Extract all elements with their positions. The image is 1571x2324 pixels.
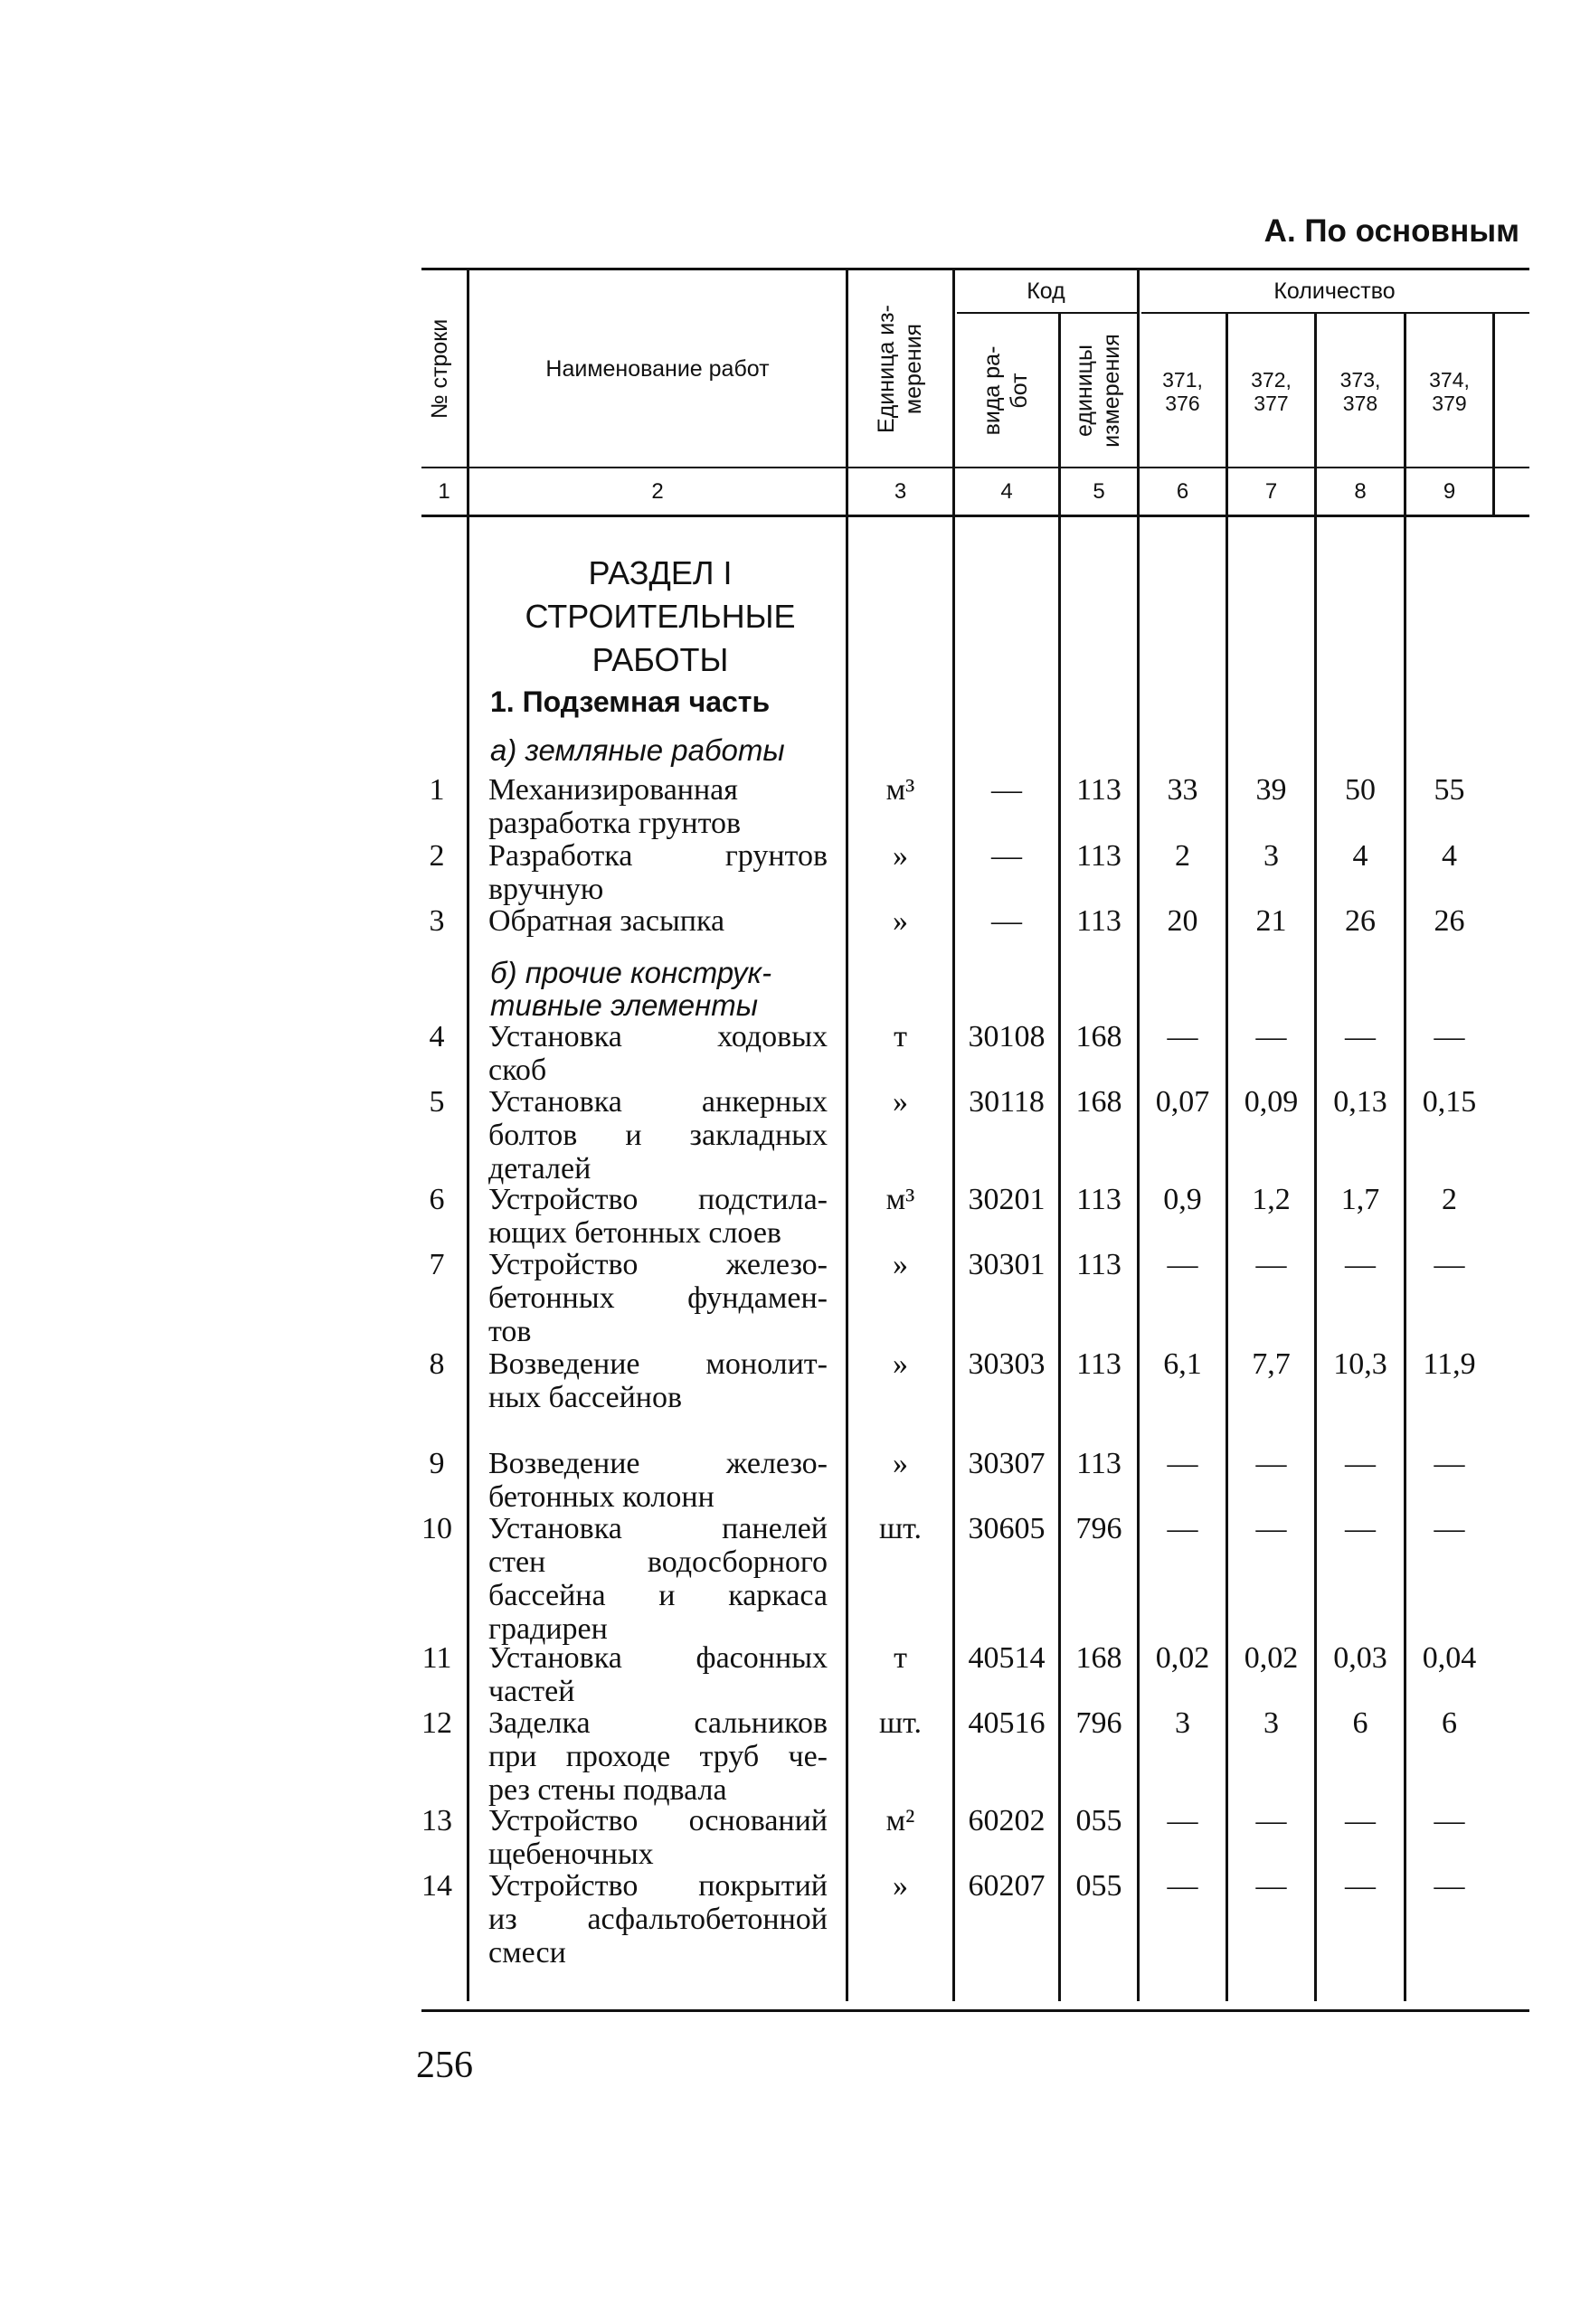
row-name-line: бассейна и каркаса <box>488 1579 828 1612</box>
row-name-line: Механизированная <box>488 773 738 807</box>
group-b-title: б) прочие конструк- тивные элементы <box>490 956 772 1022</box>
row-qty-3: 50 <box>1345 773 1376 807</box>
row-code-work: 30201 <box>968 1183 1046 1216</box>
row-qty-2: — <box>1255 1804 1287 1837</box>
row-code-work: 30301 <box>968 1248 1046 1281</box>
row-qty-1: 6,1 <box>1163 1347 1202 1381</box>
row-code-unit: 796 <box>1075 1512 1122 1545</box>
row-name-line: при проходе труб че- <box>488 1740 828 1773</box>
row-number: 9 <box>429 1447 445 1480</box>
row-unit: т <box>894 1641 907 1675</box>
group-a-title: а) земляные работы <box>490 733 785 767</box>
row-code-work: 40514 <box>968 1641 1046 1675</box>
row-unit: » <box>893 1085 908 1119</box>
row-qty-1: 0,02 <box>1155 1641 1210 1675</box>
row-name-line: болтов и закладных <box>488 1119 828 1152</box>
row-qty-4: — <box>1434 1248 1465 1281</box>
colnum-8: 8 <box>1354 478 1367 504</box>
row-name-line: смеси <box>488 1936 566 1970</box>
row-qty-4: — <box>1434 1512 1465 1545</box>
row-name-line: Установка панелей <box>488 1512 828 1545</box>
row-name-line: деталей <box>488 1152 591 1186</box>
row-qty-3: — <box>1345 1248 1376 1281</box>
row-number: 8 <box>429 1347 445 1381</box>
header-code-unit: единицы измерения <box>1072 334 1124 448</box>
row-number: 4 <box>429 1020 445 1053</box>
row-unit: » <box>893 1248 908 1281</box>
row-name-line: Возведение железо- <box>488 1447 828 1480</box>
row-code-unit: 168 <box>1075 1020 1122 1053</box>
row-name-line: Устройство покрытий <box>488 1869 828 1903</box>
row-code-unit: 113 <box>1076 1248 1121 1281</box>
colnum-5: 5 <box>1093 478 1105 504</box>
row-code-work: 60202 <box>968 1804 1046 1837</box>
row-code-unit: 796 <box>1075 1706 1122 1740</box>
row-qty-1: — <box>1167 1248 1198 1281</box>
row-name-line: Устройство железо- <box>488 1248 828 1281</box>
row-name-line: скоб <box>488 1053 547 1087</box>
row-unit: м³ <box>885 773 915 807</box>
qty-subheader-rule <box>1141 312 1529 314</box>
row-qty-4: 55 <box>1434 773 1465 807</box>
row-code-unit: 055 <box>1075 1804 1122 1837</box>
row-qty-2: 39 <box>1255 773 1287 807</box>
row-code-work: 40516 <box>968 1706 1046 1740</box>
row-name-line: из асфальтобетонной <box>488 1903 828 1936</box>
header-qty-2: 372, 377 <box>1251 367 1292 415</box>
colnum-3: 3 <box>894 478 907 504</box>
row-name-line: разработка грунтов <box>488 807 742 840</box>
row-qty-3: 0,13 <box>1333 1085 1387 1119</box>
colnum-4: 4 <box>1000 478 1013 504</box>
table-top-rule <box>421 268 1529 270</box>
row-name-line: частей <box>488 1675 575 1708</box>
row-name-line: бетонных фундамен- <box>488 1281 828 1315</box>
row-qty-4: 2 <box>1442 1183 1457 1216</box>
subsection-title: 1. Подземная часть <box>490 685 771 718</box>
row-number: 3 <box>429 904 445 938</box>
row-number: 7 <box>429 1248 445 1281</box>
row-name-line: Установка анкерных <box>488 1085 828 1119</box>
row-qty-1: 3 <box>1175 1706 1190 1740</box>
row-code-unit: 113 <box>1076 904 1121 938</box>
row-name-line: Установка фасонных <box>488 1641 828 1675</box>
vrule-5 <box>1137 269 1140 2001</box>
row-qty-2: 0,09 <box>1244 1085 1299 1119</box>
row-number: 5 <box>429 1085 445 1119</box>
page-number: 256 <box>416 2045 473 2086</box>
row-qty-1: 2 <box>1175 839 1190 873</box>
row-qty-3: — <box>1345 1869 1376 1903</box>
row-unit: » <box>893 1347 908 1381</box>
row-qty-1: — <box>1167 1020 1198 1053</box>
row-number: 13 <box>421 1804 452 1837</box>
row-qty-1: — <box>1167 1804 1198 1837</box>
row-name-line: Устройство оснований <box>488 1804 828 1837</box>
colnum-9: 9 <box>1443 478 1456 504</box>
row-code-work: 60207 <box>968 1869 1046 1903</box>
row-qty-4: 4 <box>1442 839 1457 873</box>
row-name-line: рез стены подвала <box>488 1773 727 1807</box>
row-code-unit: 168 <box>1075 1085 1122 1119</box>
row-code-work: 30108 <box>968 1020 1046 1053</box>
vrule-7 <box>1314 314 1317 2001</box>
vrule-3 <box>952 269 955 2001</box>
row-name-line: Обратная засыпка <box>488 904 725 938</box>
vrule-1 <box>467 269 469 2001</box>
row-number: 11 <box>421 1641 452 1675</box>
row-qty-1: — <box>1167 1869 1198 1903</box>
row-code-work: 30303 <box>968 1347 1046 1381</box>
row-qty-1: 20 <box>1167 904 1198 938</box>
row-code-unit: 055 <box>1075 1869 1122 1903</box>
row-number: 2 <box>429 839 445 873</box>
header-qty-4: 374, 379 <box>1429 367 1470 415</box>
colnum-bottom-rule <box>421 515 1529 517</box>
row-qty-4: 11,9 <box>1423 1347 1476 1381</box>
table-bottom-rule <box>421 2009 1529 2012</box>
row-unit: шт. <box>879 1512 922 1545</box>
row-unit: » <box>893 904 908 938</box>
row-unit: м² <box>885 1804 915 1837</box>
colnum-6: 6 <box>1176 478 1189 504</box>
row-qty-3: — <box>1345 1020 1376 1053</box>
row-qty-1: 0,9 <box>1163 1183 1202 1216</box>
header-code-work: вида ра- бот <box>980 345 1032 436</box>
row-code-work: 30118 <box>969 1085 1045 1119</box>
row-unit: т <box>894 1020 907 1053</box>
vrule-9 <box>1492 314 1495 517</box>
row-qty-4: 0,04 <box>1422 1641 1477 1675</box>
row-name-line: ных бассейнов <box>488 1381 683 1414</box>
row-qty-2: — <box>1255 1512 1287 1545</box>
colnum-1: 1 <box>438 478 450 504</box>
row-qty-1: — <box>1167 1447 1198 1480</box>
row-qty-2: 3 <box>1263 839 1279 873</box>
row-name-line: градирен <box>488 1612 608 1646</box>
row-number: 12 <box>421 1706 452 1740</box>
row-unit: м³ <box>885 1183 915 1216</box>
header-row-no: № строки <box>427 318 452 420</box>
row-name-line: Разработка грунтов <box>488 839 828 873</box>
row-code-unit: 113 <box>1076 1347 1121 1381</box>
row-qty-1: 33 <box>1167 773 1198 807</box>
code-subheader-rule <box>957 312 1138 314</box>
vrule-4 <box>1058 314 1061 2001</box>
vrule-2 <box>846 269 848 2001</box>
row-name-line: щебеночных <box>488 1837 654 1871</box>
row-name-line: Устройство подстила- <box>488 1183 828 1216</box>
row-qty-4: — <box>1434 1804 1465 1837</box>
header-name: Наименование работ <box>545 355 770 382</box>
row-number: 10 <box>421 1512 452 1545</box>
row-name-line: Заделка сальников <box>488 1706 828 1740</box>
row-qty-4: — <box>1434 1447 1465 1480</box>
row-qty-4: 26 <box>1434 904 1465 938</box>
row-code-unit: 113 <box>1076 839 1121 873</box>
row-qty-3: 4 <box>1352 839 1368 873</box>
row-code-unit: 168 <box>1075 1641 1122 1675</box>
row-qty-2: — <box>1255 1447 1287 1480</box>
header-code: Код <box>1027 279 1065 304</box>
row-name-line: вручную <box>488 873 604 906</box>
colnum-2: 2 <box>651 478 664 504</box>
row-qty-2: — <box>1255 1020 1287 1053</box>
row-qty-3: — <box>1345 1447 1376 1480</box>
row-code-unit: 113 <box>1076 773 1121 807</box>
row-qty-4: — <box>1434 1020 1465 1053</box>
row-qty-3: 0,03 <box>1333 1641 1387 1675</box>
row-qty-2: 1,2 <box>1252 1183 1291 1216</box>
row-qty-4: — <box>1434 1869 1465 1903</box>
row-unit: » <box>893 839 908 873</box>
row-name-line: тов <box>488 1315 532 1348</box>
row-qty-3: 1,7 <box>1340 1183 1380 1216</box>
row-name-line: стен водосборного <box>488 1545 828 1579</box>
row-code-work: — <box>991 904 1022 938</box>
row-number: 14 <box>421 1869 452 1903</box>
row-unit: » <box>893 1447 908 1480</box>
header-qty: Количество <box>1273 279 1396 304</box>
row-qty-1: 0,07 <box>1155 1085 1210 1119</box>
row-qty-3: — <box>1345 1804 1376 1837</box>
row-name-line: бетонных колонн <box>488 1480 715 1514</box>
row-code-unit: 113 <box>1076 1447 1121 1480</box>
row-name-line: ющих бетонных слоев <box>488 1216 781 1250</box>
row-code-work: — <box>991 773 1022 807</box>
row-code-unit: 113 <box>1076 1183 1121 1216</box>
page-title: А. По основным <box>1263 213 1519 249</box>
row-qty-3: — <box>1345 1512 1376 1545</box>
header-qty-3: 373, 378 <box>1339 367 1381 415</box>
header-unit: Единица из- мерения <box>874 305 926 433</box>
row-unit: шт. <box>879 1706 922 1740</box>
row-qty-4: 6 <box>1442 1706 1457 1740</box>
row-code-work: 30307 <box>968 1447 1046 1480</box>
section-title: РАЗДЕЛ I СТРОИТЕЛЬНЫЕ РАБОТЫ <box>525 554 796 678</box>
row-name-line: Возведение монолит- <box>488 1347 828 1381</box>
row-qty-2: 0,02 <box>1244 1641 1299 1675</box>
row-qty-2: — <box>1255 1248 1287 1281</box>
row-code-work: 30605 <box>968 1512 1046 1545</box>
row-qty-2: 7,7 <box>1252 1347 1291 1381</box>
vrule-6 <box>1226 314 1228 2001</box>
row-name-line: Установка ходовых <box>488 1020 828 1053</box>
row-qty-3: 6 <box>1352 1706 1368 1740</box>
row-qty-3: 26 <box>1345 904 1376 938</box>
row-qty-4: 0,15 <box>1422 1085 1477 1119</box>
row-qty-2: — <box>1255 1869 1287 1903</box>
vrule-8 <box>1404 314 1406 2001</box>
colnum-7: 7 <box>1264 478 1278 504</box>
row-number: 1 <box>429 773 445 807</box>
row-qty-1: — <box>1167 1512 1198 1545</box>
row-code-work: — <box>991 839 1022 873</box>
row-qty-2: 21 <box>1255 904 1287 938</box>
row-unit: » <box>893 1869 908 1903</box>
row-number: 6 <box>429 1183 445 1216</box>
row-qty-2: 3 <box>1263 1706 1279 1740</box>
header-qty-1: 371, 376 <box>1162 367 1203 415</box>
row-qty-3: 10,3 <box>1333 1347 1387 1381</box>
